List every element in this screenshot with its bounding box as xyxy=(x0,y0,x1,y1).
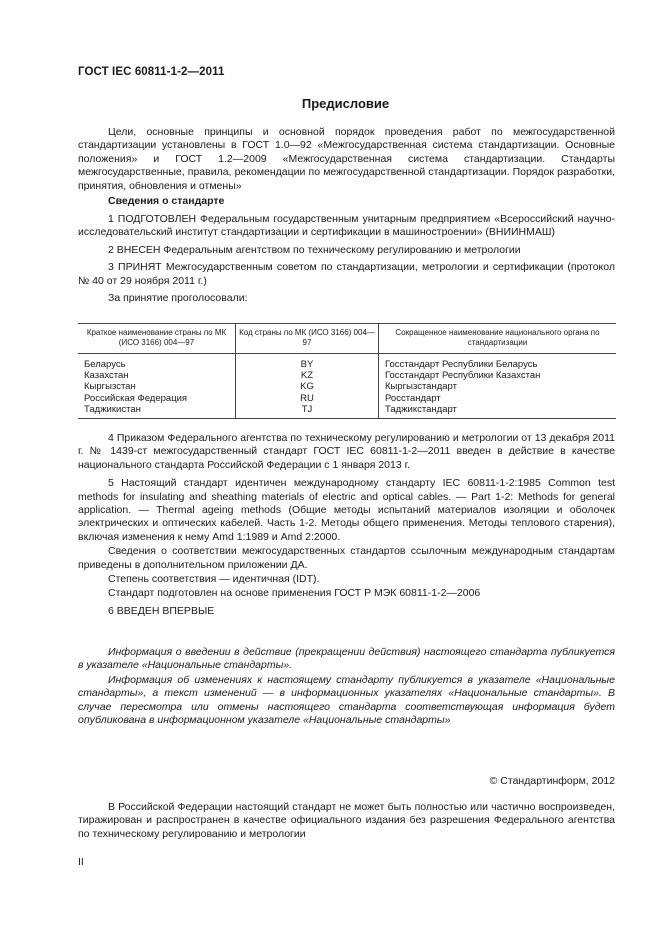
table-header-code: Код страны по МК (ИСО 3166) 004—97 xyxy=(236,324,379,354)
item-4: 4 Приказом Федерального агентства по техническому регулированию и метрологии от 13 декабря 2011 г. № 1439-ст межгосударственный стандарт ГОСТ IEC 60811-1-2—2011 введен в действие в качестве национального стандарта Российской Федерации с 1 января 2013 г. xyxy=(78,432,615,471)
page-title: Предисловие xyxy=(301,96,390,111)
rights-section xyxy=(78,801,615,841)
table-row xyxy=(78,381,616,392)
table-cell-country: Казахстан xyxy=(84,370,129,382)
table-cell-country: Беларусь xyxy=(84,359,126,370)
intro-paragraph: Цели, основные принципы и основной порядок проведения работ по межгосударственной стандартизации установлены в ГОСТ 1.0—92 «Межгосударственная система стандартизации. Основные положения» и ГОСТ 1.2—2009 «Межгосударственная система стандартизации. Стандарты межгосударственные, правила, рекомендации по межгосударственной стандартизации. Порядок разработки, принятия, обновления и отмены» xyxy=(78,126,615,192)
item-2: 2 ВНЕСЕН Федеральным агентством по техническому регулированию и метрологии xyxy=(108,243,521,256)
table-row xyxy=(78,404,616,419)
item-5-degree: Степень соответствия — идентичная (IDT). xyxy=(108,573,320,586)
page-number: II xyxy=(78,856,84,868)
table-row xyxy=(78,370,616,381)
info-heading: Сведения о стандарте xyxy=(108,195,225,207)
item-5: 5 Настоящий стандарт идентичен международному стандарту IEC 60811-1-2:1985 Common test methods for insulating and sheathing materials of electric and optical cables. — Part 1-2: Methods for general application. — Thermal ageing methods (Общие методы испытаний материалов изоляции и оболочек электрических и оптических кабелей. Часть 1-2. Методы общего применения. Методы теплового старения), включая изменения к нему Amd 1:1989 и Amd 2:2000. xyxy=(78,477,615,543)
table-row xyxy=(78,354,616,371)
item-5-basis: Стандарт подготовлен на основе применения ГОСТ Р МЭК 60811-1-2—2006 xyxy=(108,587,481,600)
table-cell-body: Кыргызстандарт xyxy=(379,381,617,392)
document-header: ГОСТ IEC 60811-1-2—2011 xyxy=(78,66,225,78)
vote-label: За принятие проголосовали: xyxy=(108,292,248,305)
voting-table xyxy=(78,323,616,419)
items-upper xyxy=(78,213,615,305)
intro-section xyxy=(78,126,615,193)
table-cell-body: Госстандарт Республики Беларусь xyxy=(379,354,617,371)
table-cell-country: Российская Федерация xyxy=(84,392,188,404)
item-6: 6 ВВЕДЕН ВПЕРВЫЕ xyxy=(108,604,215,617)
table-cell-code: KG xyxy=(236,381,379,392)
table-cell-code: BY xyxy=(236,354,379,371)
table-header-country: Краткое наименование страны по МК (ИСО 3166) 004—97 xyxy=(78,324,236,354)
table-cell-code: RU xyxy=(236,393,379,404)
info-section xyxy=(78,195,615,208)
table-cell-code: KZ xyxy=(236,370,379,381)
table-cell-body: Таджикстандарт xyxy=(379,404,617,419)
table-header-body: Сокращенное наименование национального органа по стандартизации xyxy=(379,324,617,354)
copyright-line: © Стандартинформ, 2012 xyxy=(489,775,615,787)
table-cell-body: Росстандарт xyxy=(379,393,617,404)
notice-changes: Информация об изменениях к настоящему стандарту публикуется в указателе «Национальные стандарты», а текст изменений — в информационных указателях «Национальные стандарты». В случае пересмотра или отмены настоящего стандарта соответствующая информация будет опубликована в информационном указателе «Национальные стандарты» xyxy=(78,673,615,727)
notice-introduction: Информация о введении в действие (прекращении действия) настоящего стандарта публикуется в указателе «Национальные стандарты». xyxy=(78,646,615,672)
table-row xyxy=(78,393,616,404)
notices-section xyxy=(78,646,615,727)
item-1: 1 ПОДГОТОВЛЕН Федеральным государственным унитарным предприятием «Всероссийский научно-исследовательский институт стандартизации и сертификации в машиностроении» (ВНИИНМАШ) xyxy=(78,213,615,239)
items-lower xyxy=(78,432,615,618)
item-5-correspondence: Сведения о соответствии межгосударственных стандартов ссылочным международным стандартам приведены в дополнительном приложении ДА. xyxy=(78,545,615,571)
rights-paragraph: В Российской Федерации настоящий стандарт не может быть полностью или частично воспроизведен, тиражирован и распространен в качестве официального издания без разрешения Федерального агентства по техническому регулированию и метрологии xyxy=(78,801,615,840)
table-cell-country: Таджикистан xyxy=(78,404,236,419)
table-cell-country: Кыргызстан xyxy=(84,381,136,393)
table-cell-body: Госстандарт Республики Казахстан xyxy=(379,370,617,381)
table-header-row xyxy=(78,324,616,354)
table-cell-code: TJ xyxy=(236,404,379,419)
item-3: 3 ПРИНЯТ Межгосударственным советом по стандартизации, метрологии и сертификации (протокол № 40 от 29 ноября 2011 г.) xyxy=(78,261,615,287)
